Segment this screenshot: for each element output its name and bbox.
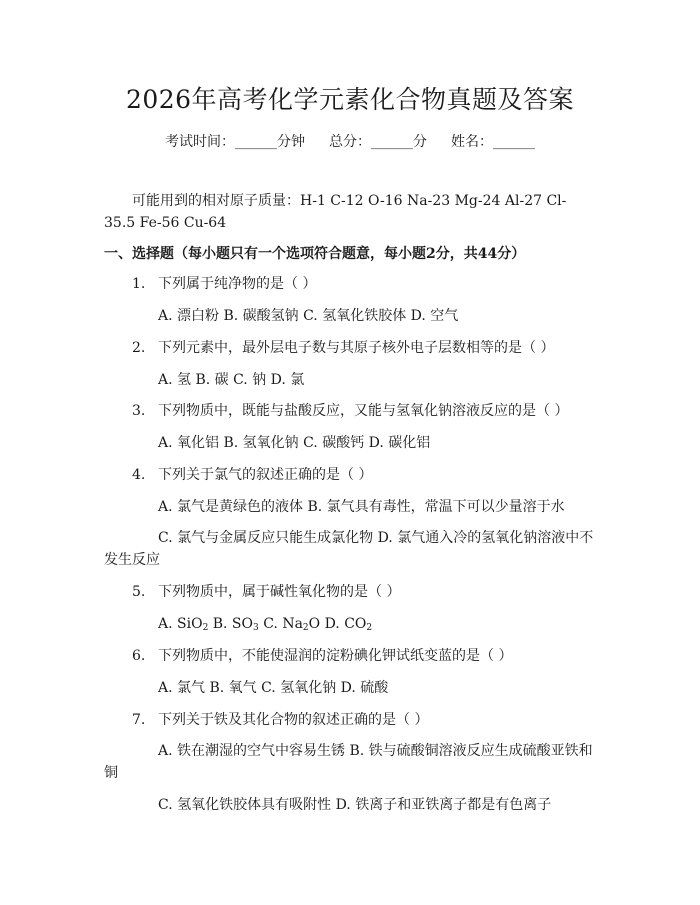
question-3-options: A. 氧化铝 B. 氢氧化钠 C. 碳酸钙 D. 碳化铝 [158, 435, 431, 451]
question-stem: 下列物质中，属于碱性氧化物的是（ ） [158, 584, 401, 600]
question-3 [104, 400, 594, 422]
question-stem: 下列物质中，不能使湿润的淀粉碘化钾试纸变蓝的是（ ） [158, 648, 513, 664]
exam-time-field: 考试时间：______分钟 [165, 134, 305, 150]
question-stem: 下列元素中，最外层电子数与其原子核外电子层数相等的是（ ） [158, 340, 555, 356]
question-number: 4. [132, 467, 146, 483]
question-4-options-ab: A. 氯气是黄绿色的液体 B. 氯气具有毒性，常温下可以少量溶于水 [158, 499, 565, 515]
question-2-options: A. 氢 B. 碳 C. 钠 D. 氯 [158, 372, 305, 388]
question-number: 2. [132, 340, 146, 356]
question-number: 3. [132, 403, 146, 419]
question-4 [104, 464, 594, 486]
question-number: 7. [132, 712, 146, 728]
question-5-options: A. SiO$_2$ B. $SO_3$ C. $Na_2O$ D. $CO_2$ [158, 616, 373, 633]
question-1 [104, 273, 594, 295]
question-5 [104, 581, 594, 603]
question-2 [104, 337, 594, 359]
question-7-options-cd: C. 氢氧化铁胶体具有吸附性 D. 铁离子和亚铁离子都是有色离子 [158, 797, 552, 813]
question-number: 1. [132, 276, 146, 292]
question-stem: 下列关于氯气的叙述正确的是（ ） [158, 467, 373, 483]
question-number: 6. [132, 648, 146, 664]
student-name-field: 姓名：______ [451, 134, 535, 150]
exam-info-line [0, 132, 700, 152]
total-score-field: 总分：______分 [329, 134, 427, 150]
section-heading: 一、选择题（每小题只有一个选项符合题意，每小题2分，共44分） [104, 246, 526, 262]
question-4-options-cd: C. 氯气与金属反应只能生成氯化物 D. 氯气通入冷的氢氧化钠溶液中不发生反应 [104, 530, 594, 568]
question-stem: 下列属于纯净物的是（ ） [158, 276, 317, 292]
question-number: 5. [132, 584, 146, 600]
document-title: 2026年高考化学元素化合物真题及答案 [125, 85, 575, 114]
question-stem: 下列物质中，既能与盐酸反应，又能与氢氧化钠溶液反应的是（ ） [158, 403, 569, 419]
question-6 [104, 645, 594, 667]
question-7-options-ab: A. 铁在潮湿的空气中容易生锈 B. 铁与硫酸铜溶液反应生成硫酸亚铁和铜 [104, 743, 593, 781]
atomic-mass-text: 可能用到的相对原子质量：H-1 C-12 O-16 Na-23 Mg-24 Al-27 Cl-35.5 Fe-56 Cu-64 [104, 193, 567, 231]
question-1-options: A. 漂白粉 B. 碳酸氢钠 C. 氢氧化铁胶体 D. 空气 [158, 308, 459, 324]
question-6-options: A. 氯气 B. 氧气 C. 氢氧化钠 D. 硫酸 [158, 680, 389, 696]
question-stem: 下列关于铁及其化合物的叙述正确的是（ ） [158, 712, 429, 728]
atomic-mass-note [104, 190, 594, 234]
question-7 [104, 709, 594, 731]
